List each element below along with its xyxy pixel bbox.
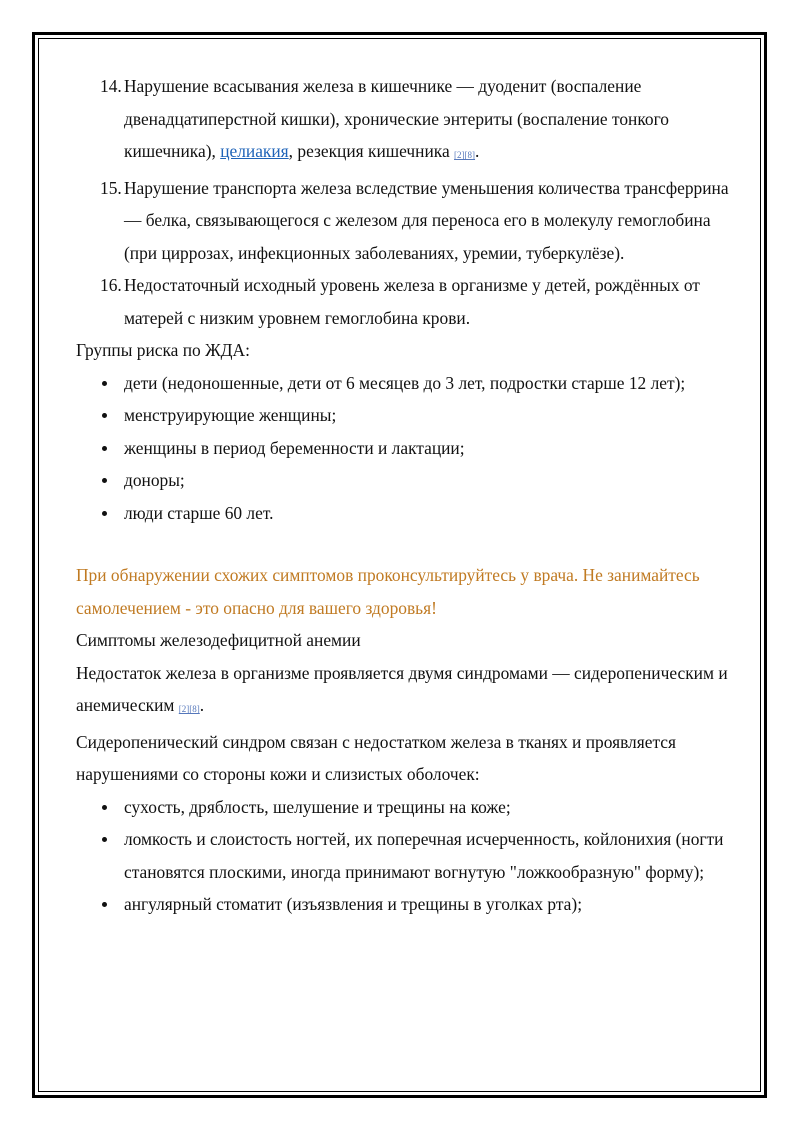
bullet-icon — [102, 413, 107, 418]
document-body — [76, 70, 736, 921]
list-item — [76, 172, 736, 270]
list-item-text: Нарушение транспорта железа вследствие уменьшения количества трансферрина — белка, связывающегося с железом для переноса его в молекулу гемоглобина (при циррозах, инфекционных заболеваниях, уремии, туберкулёзе). — [124, 177, 729, 263]
risk-groups-heading: Группы риска по ЖДА: — [76, 340, 250, 360]
bullet-icon — [102, 446, 107, 451]
reference-marker[interactable] — [179, 704, 200, 714]
sideropenic-list — [76, 791, 736, 921]
symptoms-heading: Симптомы железодефицитной анемии — [76, 630, 361, 650]
list-item — [76, 497, 736, 530]
list-item-text: Недостаточный исходный уровень железа в организме у детей, рождённых от матерей с низким уровнем гемоглобина крови. — [124, 275, 700, 328]
list-item-text: ангулярный стоматит (изъязвления и трещины в уголках рта); — [124, 894, 583, 914]
reference-link[interactable]: [2][8] — [454, 150, 476, 160]
paragraph-text: . — [199, 695, 205, 715]
list-item — [76, 432, 736, 465]
reference-link[interactable]: [2][8] — [178, 704, 200, 714]
list-item-text: люди старше 60 лет. — [124, 502, 274, 523]
bullet-icon — [102, 805, 107, 810]
syndromes-paragraph — [76, 657, 736, 726]
causes-list — [76, 70, 736, 334]
list-item — [76, 70, 736, 172]
risk-groups-list — [76, 367, 736, 530]
bullet-icon — [102, 837, 107, 842]
list-number: 15. — [100, 177, 122, 198]
list-item-text: , резекция кишечника — [288, 141, 455, 161]
celiac-link[interactable]: целиакия — [220, 141, 289, 161]
list-item-text: ломкость и слоистость ногтей, их поперечная исчерченность, койлонихия (ногти становятся плоскими, иногда принимают вогнутую "ложкообразную" форму); — [124, 829, 724, 882]
list-item-text: доноры; — [124, 470, 185, 490]
list-item — [76, 464, 736, 497]
bullet-icon — [102, 381, 107, 386]
list-item-text: сухость, дряблость, шелушение и трещины на коже; — [124, 796, 511, 817]
sideropenic-paragraph: Сидеропенический синдром связан с недостатком железа в тканях и проявляется нарушениями со стороны кожи и слизистых оболочек: — [76, 731, 676, 784]
list-item — [76, 269, 736, 334]
list-item-text: женщины в период беременности и лактации; — [124, 437, 465, 458]
list-item-text: . — [475, 141, 480, 161]
list-item — [76, 367, 736, 400]
medical-warning: При обнаружении схожих симптомов проконсультируйтесь у врача. Не занимайтесь самолечением - это опасно для вашего здоровья! — [76, 565, 700, 618]
list-item-text: менструирующие женщины; — [124, 405, 337, 425]
paragraph-text: Недостаток железа в организме проявляется двумя синдромами — сидеропеническим и анемическим — [76, 662, 728, 715]
bullet-icon — [102, 511, 107, 516]
list-item-text: Нарушение всасывания железа в кишечнике — дуоденит (воспаление двенадцатиперстной кишки), хронические энтериты (воспаление тонкого кишечника), — [124, 76, 669, 161]
reference-marker[interactable] — [454, 150, 475, 160]
list-item — [76, 823, 736, 888]
spacer — [76, 529, 736, 559]
list-item — [76, 791, 736, 824]
list-item — [76, 399, 736, 432]
bullet-icon — [102, 902, 107, 907]
list-item-text: дети (недоношенные, дети от 6 месяцев до 3 лет, подростки старше 12 лет); — [124, 372, 686, 393]
bullet-icon — [102, 478, 107, 483]
list-item — [76, 888, 736, 921]
list-number: 16. — [100, 275, 122, 295]
list-number: 14. — [100, 76, 122, 96]
